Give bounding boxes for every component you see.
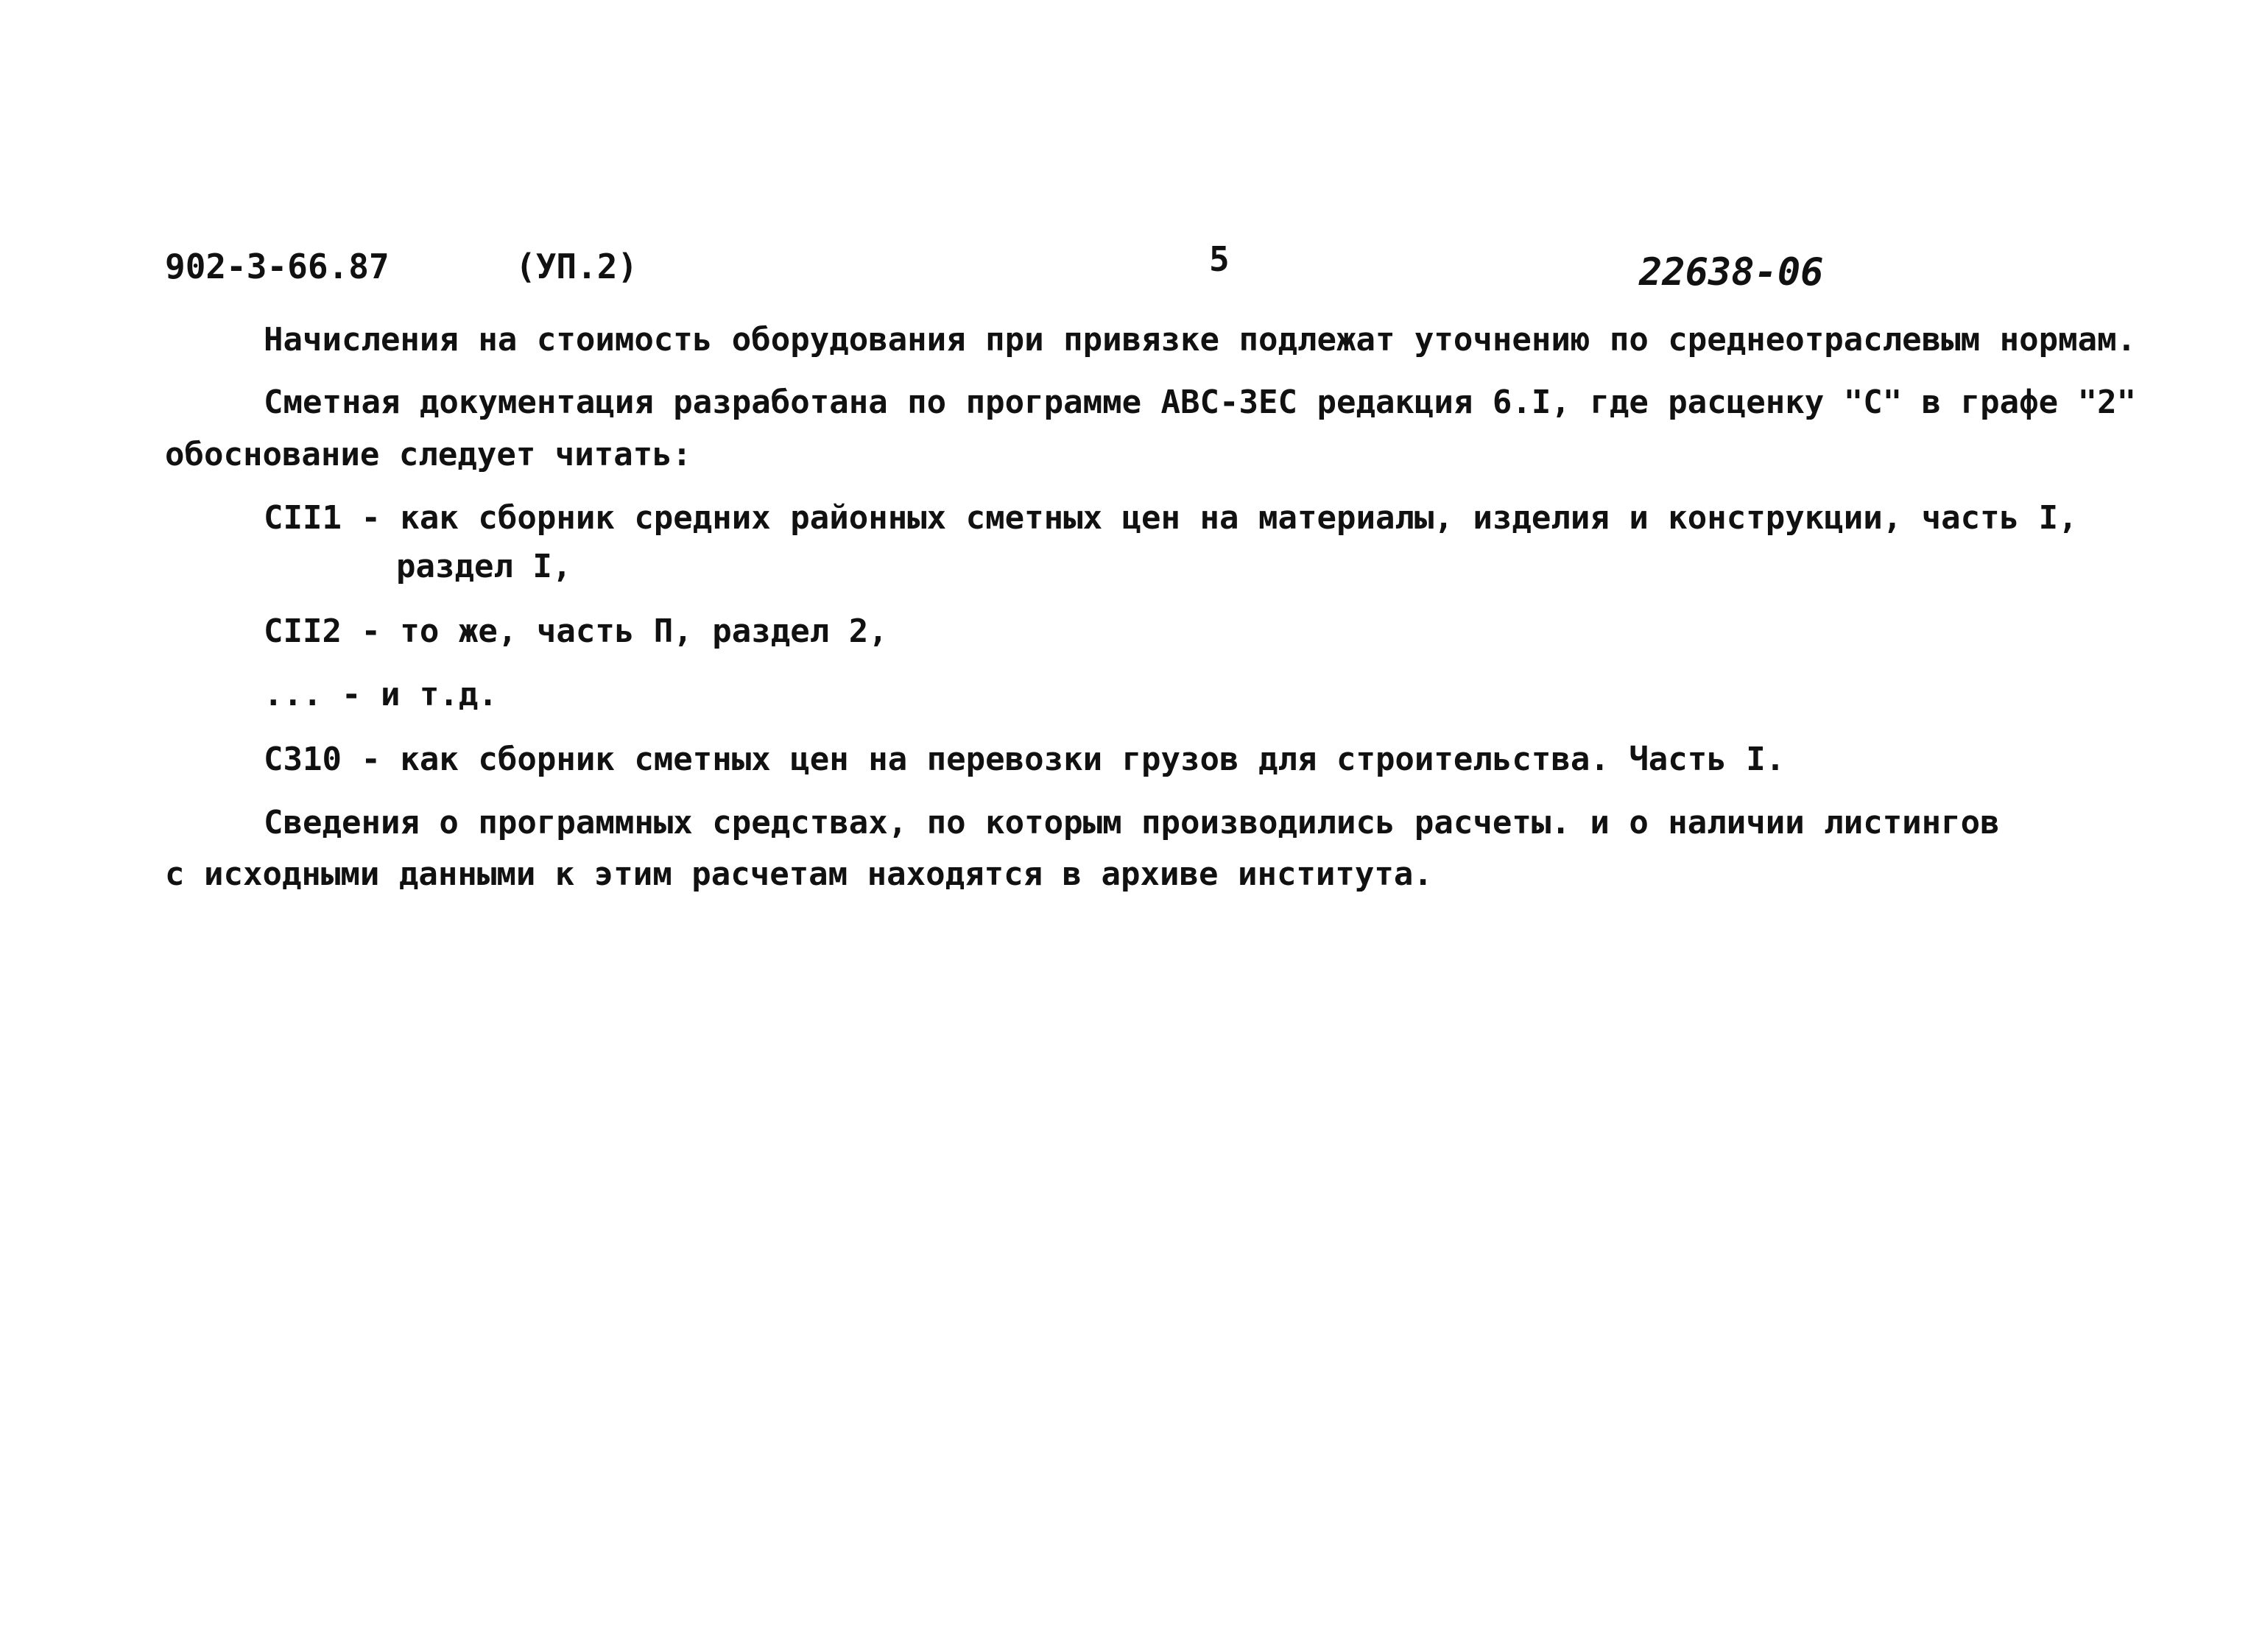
paragraph-software-info-line2: с исходными данными к этим расчетам находятся в архиве института. xyxy=(165,855,1433,893)
album-label: (УП.2) xyxy=(515,247,638,286)
paragraph-estimate-program-line1: Сметная документация разработана по программе АВС-ЗЕС редакция 6.I, где расценку "С" в графе "2" xyxy=(264,384,2137,421)
page-number: 5 xyxy=(1209,239,1230,279)
list-item-etc: ... - и т.д. xyxy=(264,676,498,713)
paragraph-estimate-program-line2: обоснование следует читать: xyxy=(165,436,692,473)
inventory-number: 22638-06 xyxy=(1639,250,1824,294)
list-item-c111-line1: СII1 - как сборник средних районных сметных цен на материалы, изделия и конструкции, часть I, xyxy=(264,499,2078,537)
paragraph-software-info-line1: Сведения о программных средствах, по которым производились расчеты. и о наличии листингов xyxy=(264,804,2000,841)
paragraph-equipment-charges: Начисления на стоимость оборудования при привязке подлежат уточнению по среднеотраслевым нормам. xyxy=(264,321,2137,359)
list-item-c112: СII2 - то же, часть П, раздел 2, xyxy=(264,613,888,650)
list-item-c310: С310 - как сборник сметных цен на перевозки грузов для строительства. Часть I. xyxy=(264,741,1786,778)
list-item-c111-line2: раздел I, xyxy=(396,548,572,585)
document-code: 902-3-66.87 xyxy=(165,247,390,286)
